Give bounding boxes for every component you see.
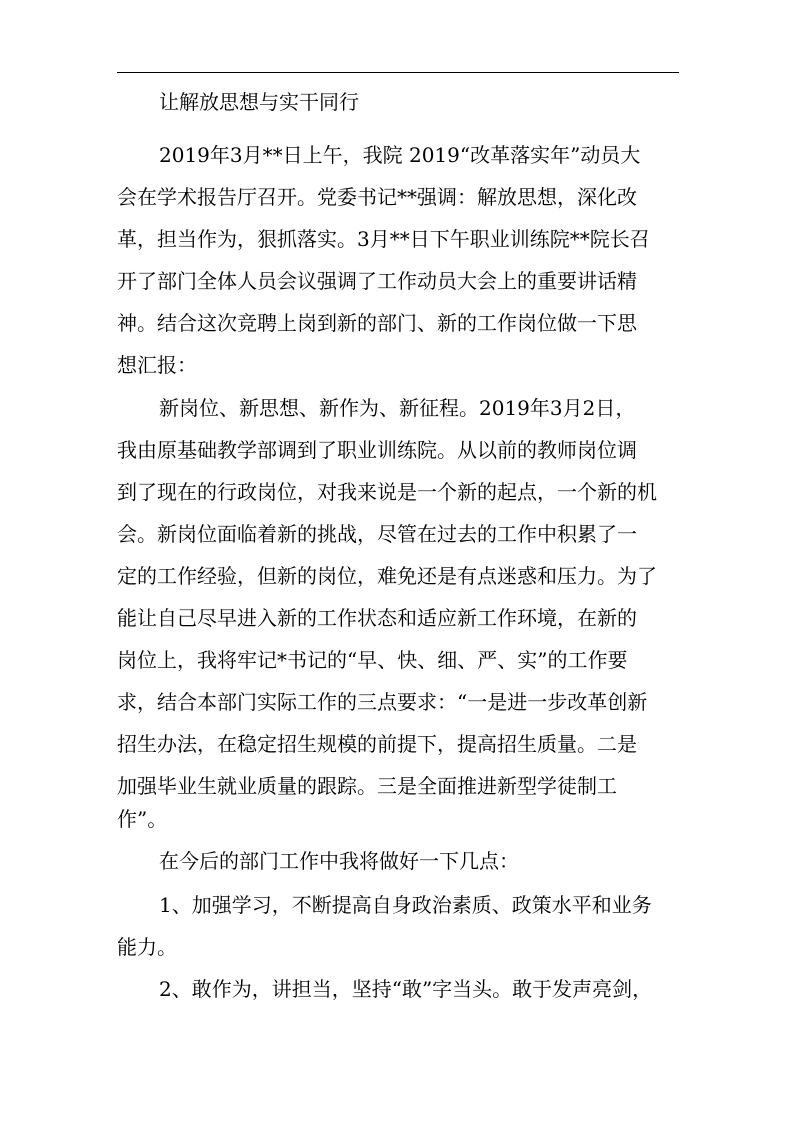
paragraph-line: 开了部门全体人员会议强调了工作动员大会上的重要讲话精: [117, 269, 637, 293]
paragraph-line: 岗位上，我将牢记*书记的“早、快、细、严、实”的工作要: [117, 648, 628, 672]
paragraph-line: 定的工作经验，但新的岗位，难免还是有点迷惑和压力。为了: [117, 564, 657, 588]
paragraph-line: 加强毕业生就业质量的跟踪。三是全面推进新型学徒制工: [117, 774, 617, 798]
paragraph-line: 招生办法，在稳定招生规模的前提下，提高招生质量。二是: [117, 732, 637, 756]
document-title: 让解放思想与实干同行: [159, 90, 359, 114]
paragraph-line: 在今后的部门工作中我将做好一下几点：: [159, 849, 519, 873]
paragraph-line: 想汇报：: [117, 353, 197, 377]
paragraph-line: 革，担当作为，狠抓落实。3月**日下午职业训练院**院长召: [117, 227, 650, 251]
paragraph-line: 会。新岗位面临着新的挑战，尽管在过去的工作中积累了一: [117, 522, 637, 546]
list-item-line: 1、加强学习，不断提高自身政治素质、政策水平和业务: [159, 893, 652, 917]
header-rule: [117, 72, 679, 73]
list-item-line: 能力。: [117, 935, 177, 959]
paragraph-line: 我由原基础教学部调到了职业训练院。从以前的教师岗位调: [117, 438, 637, 462]
paragraph-line: 神。结合这次竞聘上岗到新的部门、新的工作岗位做一下思: [117, 311, 637, 335]
paragraph-line: 作”。: [117, 807, 168, 831]
paragraph-line: 会在学术报告厅召开。党委书记**强调：解放思想，深化改: [117, 185, 637, 209]
paragraph-line: 2019年3月**日上午，我院 2019“改革落实年”动员大: [159, 143, 641, 167]
paragraph-line: 能让自己尽早进入新的工作状态和适应新工作环境，在新的: [117, 606, 637, 630]
paragraph-line: 求，结合本部门实际工作的三点要求：“一是进一步改革创新: [117, 690, 648, 714]
paragraph-line: 新岗位、新思想、新作为、新征程。2019年3月2日，: [159, 396, 636, 420]
paragraph-line: 到了现在的行政岗位，对我来说是一个新的起点，一个新的机: [117, 480, 657, 504]
list-item-line: 2、敢作为，讲担当，坚持“敢”字当头。敢于发声亮剑，: [159, 977, 653, 1001]
